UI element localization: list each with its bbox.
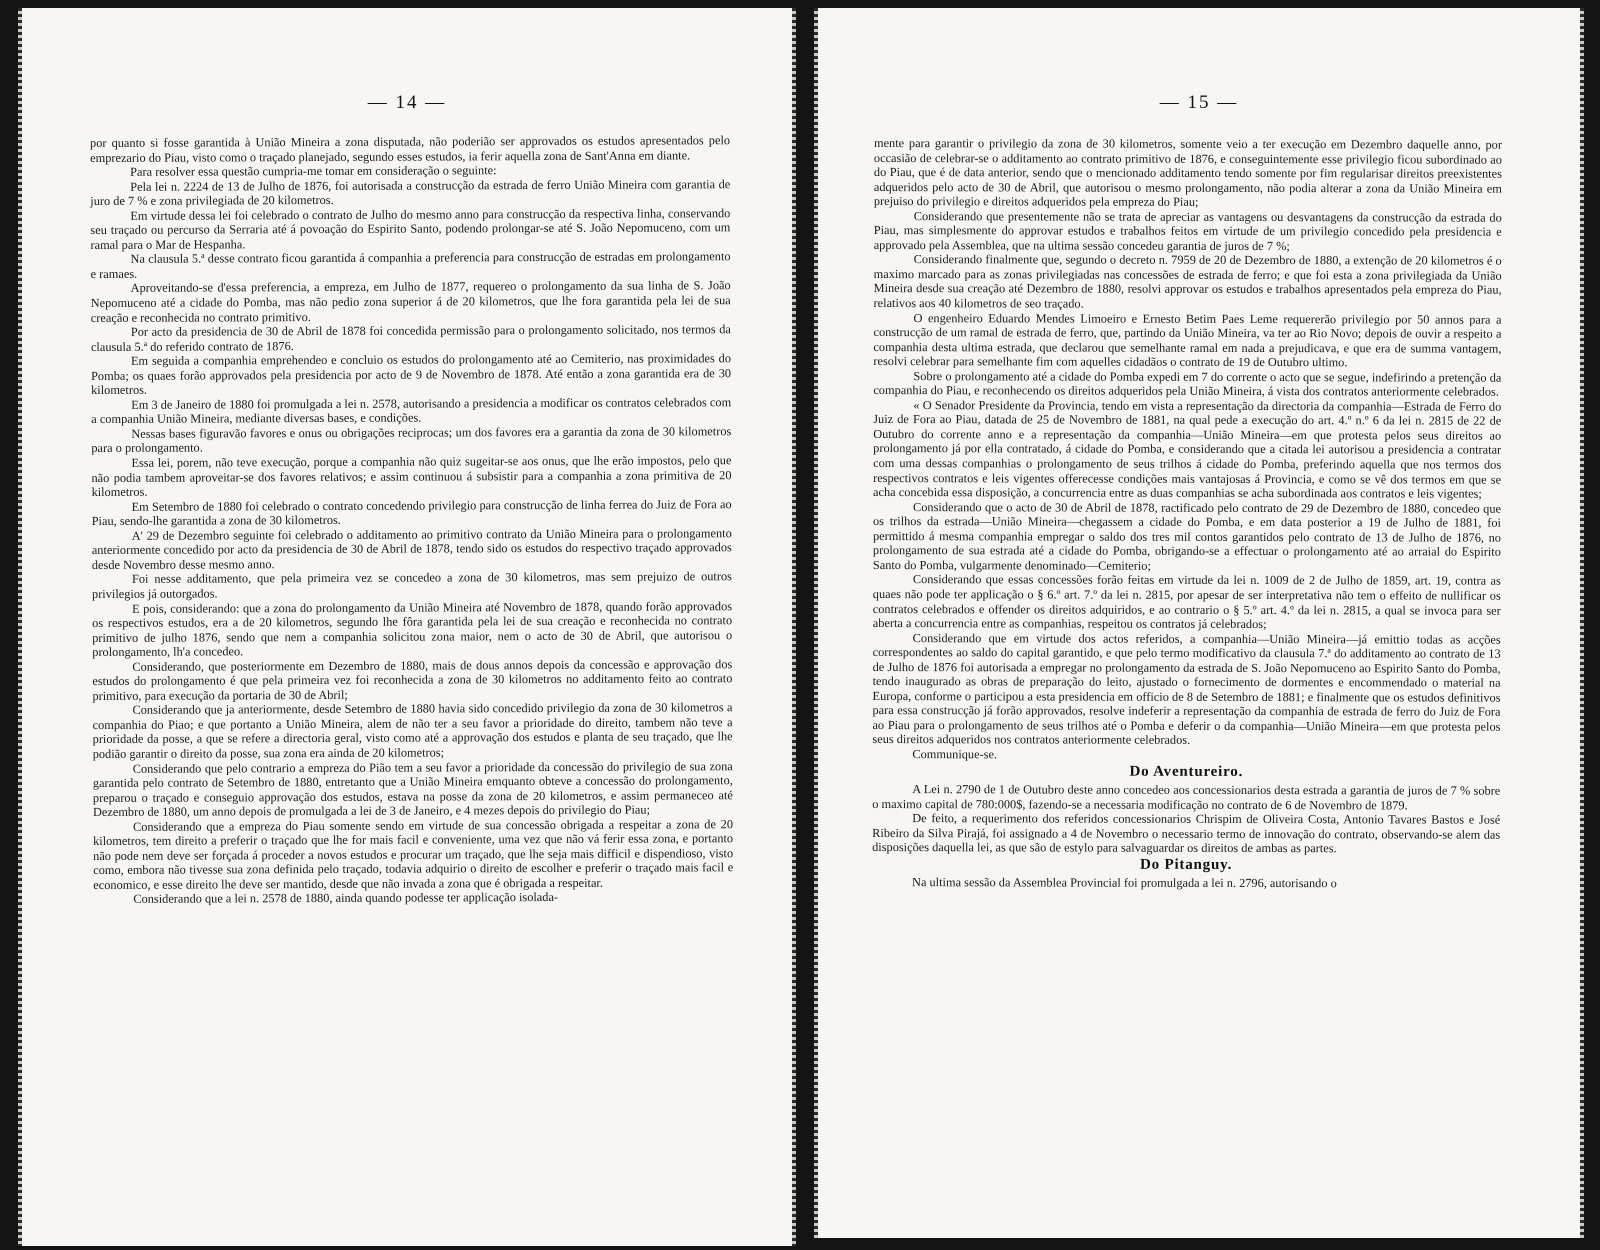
paragraph: Em Setembro de 1880 foi celebrado o contrato concedendo privilegio para construcção de linha ferrea do Juiz de Fora ao Piau, sendo-lhe garantida a zona de 30 kilometros. <box>91 496 732 529</box>
paragraph: Considerando que em virtude dos actos referidos, a companhia—União Mineira—já emittio todas as acções correspondentes ao saldo do capital garantido, e que pelo termo modificativo da clausula 7.ª do additamento ao contrato de 13 de Julho de 1876 foi autorisada a empregar no prolongamento da estrada de S. João Nepomuceno ao Espirito Santo do Pomba, tendo inaugurado as obras de preparação do leito, ajustado o fornecimento de dormentes e encommendado o material na Europa, conforme o participou a esta presidencia em officio de 8 de Setembro de 1881; e finalmente que os estudos definitivos para essa construcção já forão approvados, resolve indeferir a representação da companhia de estrada de ferro do Juiz de Fora ao Piau para o prolongamento de seus trilhos até o Pomba e deferir o da companhia—União Mineira—em que protesta pelos seus direitos adqueridos nos contratos anteriormente celebrados. <box>872 630 1501 748</box>
paragraph: mente para garantir o privilegio da zona de 30 kilometros, somente veio a ter execução em Dezembro daquelle anno, por occasião de celebrar-se o additamento ao contrato primitivo de 1876, e conseguintemente esse privilegio ficou subordinado ao do Piau, que é de data anterior, sendo que o mencionado additamento tendo somente por fim regularisar direitos preexistentes adqueridos pelo acto de 30 de Abril, que autorisou o mesmo prolongamento, não podia alterar a zona da União Mineira em prejuiso do privilegio e direitos adqueridos pela empreza do Piau; <box>873 136 1502 210</box>
paragraph: Considerando que o acto de 30 de Abril de 1878, ractificado pelo contrato de 29 de Dezembro de 1880, concedeo que os trilhos da estrada—União Mineira—chegassem a cidade do Pomba, e em data posterior a 19 de Julho de 1881, foi permittido á mesma companhia empregar o saldo dos tres mil contos garantidos pelo contrato de 13 de Julho de 1876, no prolongamento de sua estrada até a cidade do Pomba, obrigando-se a effectuar o prolongamento até ao arraial do Espirito Santo do Pomba, vulgarmente denominado—Cemiterio; <box>872 499 1502 573</box>
paragraph: Considerando que essas concessões forão feitas em virtude da lei n. 1009 de 2 de Julho de 1859, art. 19, contra as quaes não pode ter applicação o § 6.º art. 7.º da lei n. 2815, por apesar de ser interpretativa não tem o effeito de nullificar os contratos celebrados e offender os direitos adquiridos, e ao contrario o § 5.º art. 4.º da lei n. 2815, a qual se invoca para ser aberta a concurrencia entre as companhias, respeitou os contratos já celebrados; <box>872 572 1501 632</box>
left-page <box>18 8 796 1246</box>
paragraph: Considerando que pelo contrario a empreza do Pião tem a seu favor a prioridade da concessão do privilegio de sua zona garantida pelo contrato de Setembro de 1880, entretanto que a União Mineira emquanto obteve a concessão do prolongamento, preparou o traçado e conseguio approvação dos estudos, estava na posse da zona de 20 kilometros, e assim permaneceo até Dezembro de 1880, um anno depois de promulgada a lei de 3 de Janeiro, e 4 mezes depois do privilegio do Piau; <box>92 758 733 820</box>
right-page-body <box>872 136 1502 892</box>
paragraph: Considerando que presentemente não se trata de apreciar as vantagens ou desvantagens da construcção da estrada do Piau, mas simplesmente do approvar estudos e trabalhos feitos em virtude de um privilegio concedido pela presidencia e approvado pela Assemblea, que na ultima sessão concedeu garantia de juros de 7 %; <box>873 208 1502 253</box>
section-heading: Do Aventureiro. <box>1129 763 1244 780</box>
paragraph: Nessas bases figuravão favores e onus ou obrigações reciprocas; um dos favores era a garantia da zona de 30 kilometros para o prolongamento. <box>91 424 732 456</box>
paragraph: Para resolver essa questão cumpria-me tomar em consideração o seguinte: <box>130 163 497 179</box>
page-number: — 14 — <box>367 92 447 113</box>
paragraph: Considerando que ja anteriormente, desde Setembro de 1880 havia sido concedido privilegio da zona de 30 kilometros a companhia do Piao; e que portanto a União Mineira, alem de não ter a seu favor a prioridade do direito, tambem não teve a prioridade da posse, a que se refere a directoria geral, visto como até a approvação dos estudos e planta de seu traçado, que lhe podião garantir o direito da posse, sua zona era ainda de 20 kilometros; <box>92 700 733 761</box>
paragraph: Em 3 de Janeiro de 1880 foi promulgada a lei n. 2578, autorisando a presidencia a modificar os contratos celebrados com a companhia União Mineira, mediante diversas bases, e condições. <box>91 395 732 427</box>
paragraph: Na ultima sessão da Assemblea Provincial foi promulgada a lei n. 2796, autorisando o <box>912 875 1337 891</box>
paragraph: Aproveitando-se d'essa preferencia, a empreza, em Julho de 1877, requereo o prolongamento da sua linha de S. João Nepomuceno até a cidade do Pomba, mas não pedio zona superior á de 20 kilometros, que lhe fora garantida pela lei de sua creação e reconhecida no contrato primitivo. <box>90 278 731 325</box>
paragraph: Considerando finalmente que, segundo o decreto n. 7959 de 20 de Dezembro de 1880, a extenção de 20 kilometros é o maximo marcado para as zonas privilegiadas nas concessões de estrada de ferro; e que foi esta a zona privilegiada da União Mineira desde sua creação até Dezembro de 1880, resolvi approvar os estudos e trabalhos apresentados pela empreza do Piau, relativos aos 40 kilometros de seo traçado. <box>873 252 1502 311</box>
page-edge-right <box>1580 8 1584 1238</box>
paragraph: Foi nesse additamento, que pela primeira vez se concedeo a zona de 30 kilometros, mas sem prejuizo de outros privilegios já outorgados. <box>91 569 732 601</box>
paragraph: por quanto si fosse garantida à União Mineira a zona disputada, não poderião ser approvados os estudos apresentados pelo emprezario do Piau, visto como o traçado planejado, segundo esses estudos, ia ferir aquella zona de Sant'Anna em diante. <box>90 133 731 165</box>
page-edge-left <box>814 8 818 1238</box>
left-page-body <box>90 133 733 907</box>
paragraph: A Lei n. 2790 de 1 de Outubro deste anno concedeo aos concessionarios desta estrada a garantia de juros de 7 % sobre o maximo capital de 780:000$, fazendo-se a necessaria modificação no contrato de 6 de Novembro de 1879. <box>872 782 1501 813</box>
paragraph: Sobre o prolongamento até a cidade do Pomba expedi em 7 do corrente o acto que se segue, indefirindo a pretenção da companhia do Piau, e reconhecendo os direitos adqueridos pela União Mineira, á vista dos contratos anteriormente celebrados. <box>873 368 1502 399</box>
paragraph: Considerando que a lei n. 2578 de 1880, ainda quando podesse ter applicação isolada- <box>133 890 559 907</box>
paragraph: Considerando que a empreza do Piau somente sendo em virtude de sua concessão obrigada a respeitar a zona de 20 kilometros, tem direito a preferir o traçado que lhe for mais facil e conveniente, uma vez que não vá ferir essa zona, e portanto não pode nem deve ser forçada á proceder a novos estudos e procurar um traçado, que lhe seja mais difficil e dispendioso, visto como, embora não tivesse sua zona definida pelo traçado, todavia adquirio o direito de escolher e preferir o traçado mais facil e economico, e esse direito lhe deve ser mantido, desde que não invada a zona que é obrigada a respeitar. <box>93 816 734 892</box>
paragraph: Essa lei, porem, não teve execução, porque a companhia não quiz sugeitar-se aos onus, que lhe erão impostos, pelo que não podia tambem aproveitar-se dos favores relativos; e assim continuou á subsistir para a companhia a zona primitiva de 20 kilometros. <box>91 453 732 500</box>
page-edge-right <box>792 8 796 1246</box>
section-heading: Do Pitanguy. <box>1140 856 1233 873</box>
paragraph: Communique-se. <box>912 747 998 762</box>
paragraph: O engenheiro Eduardo Mendes Limoeiro e Ernesto Betim Paes Leme requererão privilegio por 50 annos para a construcção de um ramal de estrada de ferro, que, partindo da União Mineira, va ter ao Rio Novo; depois de ouvir a respeito a companhia desta ultima estrada, que declarou que semelhante ramal em nada a prejudicava, e que era de summa vantagem, resolvi celebrar para semelhante fim com aquelles cidadãos o contrato de 19 de Outubro ultimo. <box>873 310 1502 370</box>
page-number: — 15 — <box>1159 92 1239 113</box>
paragraph: Em virtude dessa lei foi celebrado o contrato de Julho do mesmo anno para construcção da respectiva linha, conservando seu traçado ou percurso da Serraria até á povoação do Espirito Santo, podendo prolongar-se até S. João Nepomuceno, com um ramal para o Mar de Hespanha. <box>90 205 731 252</box>
paragraph: Por acto da presidencia de 30 de Abril de 1878 foi concedida permissão para o prolongamento solicitado, nos termos da clausula 5.ª do referido contrato de 1876. <box>90 322 731 354</box>
paragraph: « O Senador Presidente da Provincia, tendo em vista a representação da directoria da companhia—Estrada de Ferro do Juiz de Fora ao Piau, datada de 25 de Novembro de 1881, na qual pede a execução do art. 4.º n.º 6 da lei n. 2815 de 22 de Outubro do corrente anno e a representação da companhia—União Mineira—em que protesta pelos seus direitos ao prolongamento já por ella contratado, á cidade do Pomba, e considerando que a citada lei autorisou a presidencia a contratar com uma dessas companhias o prolongamento de seus trilhos á cidade do Pomba, preferindo aquella que nos termos dos respectivos contratos e leis vigentes offerecesse condições mais vantajosas á Provincia, e como se vê dos termos em que se acha concebida essa disposição, a concurrencia entre as duas companhias se acha subordinada aos contratos e leis vigentes; <box>873 397 1502 501</box>
paragraph: E pois, considerando: que a zona do prolongamento da União Mineira até Novembro de 1878, quando forão approvados os respectivos estudos, era a de 20 kilometros, segundo lhe fôra garantida pela lei de sua creação e reconhecida no contrato primitivo de julho 1876, sendo que nem a companhia solicitou zona maior, nem o acto de 30 de Abril, que autorisou o prolongamento, lh'a concedeo. <box>92 598 733 660</box>
paragraph: Considerando, que posteriormente em Dezembro de 1880, mais de dous annos depois da concessão e approvação dos estudos do prolongamento é que pela primeira vez foi reconhecida a zona de 30 kilometros no additamento feito ao contrato primitivo, para execução da portaria de 30 de Abril; <box>92 656 733 703</box>
right-page <box>814 8 1584 1238</box>
paragraph: Em seguida a companhia emprehendeo e concluio os estudos do prolongamento até ao Cemiterio, nas proximidades do Pomba; os quaes forão approvados pela presidencia por acto de 9 de Novembro de 1878. Até então a zona garantida era de 30 kilometros. <box>91 351 732 398</box>
paragraph: Pela lei n. 2224 de 13 de Julho de 1876, foi autorisada a construcção da estrada de ferro União Mineira com garantia de juro de 7 % e zona privilegiada de 20 kilometros. <box>90 176 731 209</box>
page-edge-left <box>18 8 22 1246</box>
paragraph: Na clausula 5.ª desse contrato ficou garantida á companhia a preferencia para construcção de estradas em prolongamento e ramaes. <box>90 249 731 281</box>
paragraph: De feito, a requerimento dos referidos concessionarios Chrispim de Oliveira Costa, Antonio Tavares Bastos e José Ribeiro da Silva Pirajá, foi assignado a 4 de Novembro o necessario termo de innovação do contrato, observando-se alem das disposições daquella lei, as que são de estylo para salvaguardar os direitos de ambas as partes. <box>872 811 1501 856</box>
paragraph: A' 29 de Dezembro seguinte foi celebrado o additamento ao primitivo contrato da União Mineira para o prolongamento anteriormente concedido por acto da presidencia de 30 de Abril de 1878, tendo sido os estudos do respectivo traçado approvados desde Novembro desse mesmo anno. <box>91 525 732 572</box>
